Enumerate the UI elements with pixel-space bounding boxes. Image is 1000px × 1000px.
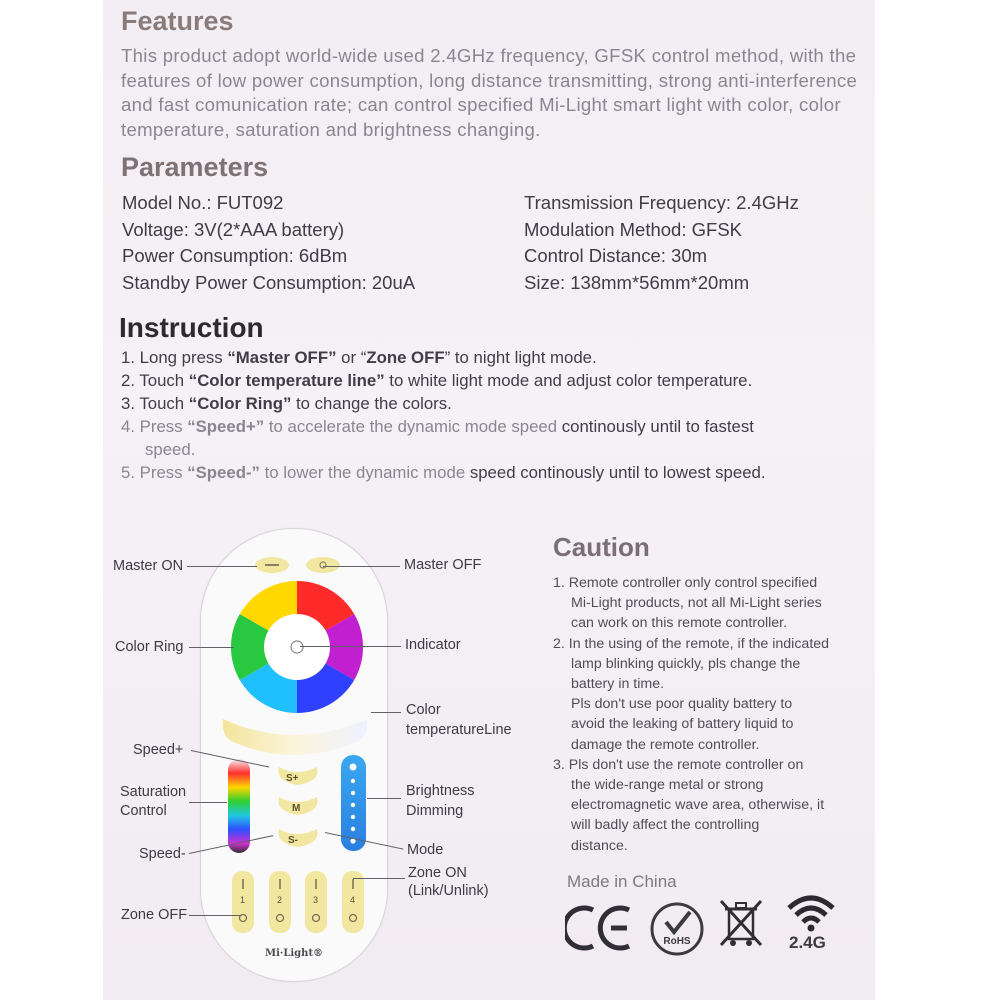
- leader-line: [187, 566, 257, 567]
- parameter-row: [122, 272, 867, 299]
- caution-line: lamp blinking quickly, pls change the: [571, 655, 801, 672]
- instruction-item: [121, 346, 866, 369]
- instruction-text: 3. Touch: [121, 394, 189, 413]
- leader-line: [371, 712, 401, 713]
- label-saturation-1: Saturation: [120, 784, 187, 800]
- leader-line: [367, 798, 401, 799]
- leader-line: [189, 915, 241, 916]
- leader-line: [189, 802, 227, 803]
- instruction-text: 5. Press: [121, 463, 188, 482]
- color-temperature-line: [223, 719, 368, 755]
- saturation-bar: [228, 759, 250, 853]
- label-color-temp-2: temperatureLine: [406, 722, 512, 738]
- master-off-button: [306, 557, 340, 573]
- caution-line: can work on this remote controller.: [571, 615, 788, 632]
- label-zone-on-1: Zone ON: [408, 865, 467, 881]
- instruction-text: to lower the dynamic mode: [259, 463, 470, 482]
- instruction-term: “Color Ring”: [188, 394, 292, 413]
- label-indicator: Indicator: [405, 637, 461, 653]
- made-in-china: Made in China: [567, 872, 677, 891]
- ce-mark-icon: [565, 902, 635, 954]
- caution-line: 1. Remote controller only control specified: [553, 575, 818, 591]
- label-color-temp-1: Color: [406, 702, 441, 718]
- label-speed-minus: Speed-: [139, 846, 186, 862]
- caution-line: will badly affect the controlling: [571, 817, 760, 834]
- instruction-item: [121, 392, 866, 415]
- param-distance: Control Distance: 30m: [524, 245, 708, 266]
- weee-bin-icon: [713, 895, 769, 951]
- instruction-heading: Instruction: [119, 312, 264, 343]
- param-frequency: Transmission Frequency: 2.4GHz: [524, 192, 799, 213]
- instruction-text: 1. Long press: [121, 348, 228, 367]
- instruction-text: to accelerate the dynamic mode speed: [264, 417, 562, 436]
- param-size: Size: 138mm*56mm*20mm: [524, 271, 750, 293]
- instruction-item: [121, 369, 866, 392]
- instruction-item: [121, 461, 866, 484]
- instruction-item: [121, 415, 866, 461]
- label-brightness-1: Brightness: [406, 783, 475, 799]
- wifi-icon: [785, 892, 837, 932]
- parameters-heading: Parameters: [121, 152, 269, 182]
- instruction-term: “Color temperature line”: [188, 371, 385, 390]
- leader-line: [300, 646, 401, 647]
- features-heading: Features: [121, 6, 234, 36]
- instruction-term: “Master OFF”: [227, 348, 337, 367]
- mode-label: M: [292, 803, 301, 814]
- instruction-text: 4. Press: [121, 417, 188, 436]
- instruction-text: or “: [336, 348, 367, 367]
- caution-line: avoid the leaking of battery liquid to: [571, 716, 794, 733]
- speed-minus-label: S-: [288, 835, 298, 846]
- parameters-table: [122, 192, 867, 298]
- parameter-row: [122, 245, 867, 272]
- caution-line: electromagnetic wave area, otherwise, it: [571, 797, 825, 814]
- speed-plus-label: S+: [286, 773, 299, 784]
- instruction-text: to white light mode and adjust color temperature.: [384, 371, 753, 390]
- speed-minus-button: [278, 829, 317, 847]
- caution-line: Pls don't use poor quality battery to: [571, 696, 793, 713]
- caution-line: the wide-range metal or strong: [571, 777, 764, 794]
- zone-1-number: 1: [240, 895, 246, 905]
- leader-line: [323, 566, 400, 567]
- param-standby: Standby Power Consumption: 20uA: [122, 271, 416, 293]
- instruction-text: 2. Touch: [121, 371, 189, 390]
- instruction-text: speed.: [145, 440, 196, 459]
- leader-line: [189, 647, 234, 648]
- caution-line: 3. Pls don't use the remote controller on: [553, 756, 804, 773]
- instruction-text: ” to night light mode.: [444, 348, 597, 367]
- label-brightness-2: Dimming: [406, 803, 464, 819]
- label-speed-plus: Speed+: [133, 742, 184, 758]
- brand-logo: Mi·Light®: [265, 948, 324, 959]
- parameter-row: [122, 219, 867, 246]
- features-text: This product adopt world-wide used 2.4GHz frequency, GFSK control method, with the features of low power consumption, long distance transmitting, strong anti-interference and fast comunication rate; can control specified Mi-Light smart light with color, color temperature, saturation and brightness changing.: [121, 45, 858, 140]
- param-voltage: Voltage: 3V(2*AAA battery): [122, 218, 345, 240]
- caution-line: 2. In the using of the remote, if the indicated: [553, 635, 830, 652]
- instruction-text: to change the colors.: [291, 394, 452, 413]
- caution-line: Mi-Light products, not all Mi-Light series: [571, 595, 822, 612]
- label-saturation-2: Control: [120, 803, 167, 819]
- rohs-text: RoHS: [663, 936, 691, 947]
- instruction-list: [121, 346, 866, 484]
- instruction-term: “Speed-”: [187, 463, 260, 482]
- param-power: Power Consumption: 6dBm: [122, 245, 348, 266]
- label-master-off: Master OFF: [404, 557, 482, 573]
- zone-4-number: 4: [350, 895, 356, 905]
- leader-line: [353, 878, 405, 879]
- zone-2-number: 2: [277, 895, 283, 905]
- zone-3-number: 3: [313, 895, 319, 905]
- package-insert: [103, 0, 875, 1000]
- rohs-mark-icon: [648, 900, 708, 960]
- parameter-row: [122, 192, 867, 219]
- label-zone-off: Zone OFF: [121, 907, 188, 923]
- caution-heading: Caution: [553, 532, 650, 562]
- instruction-text: continously until to fastest: [561, 417, 754, 436]
- label-color-ring: Color Ring: [115, 639, 184, 655]
- param-modulation: Modulation Method: GFSK: [524, 218, 742, 240]
- frequency-badge: 2.4G: [789, 933, 826, 952]
- instruction-text: speed continously until to lowest speed.: [469, 463, 766, 482]
- instruction-term: “Speed+”: [187, 417, 265, 436]
- color-ring: [231, 581, 363, 713]
- label-mode: Mode: [407, 842, 444, 858]
- remote-controller: [200, 528, 388, 982]
- remote-graphics: [201, 529, 387, 981]
- caution-list: [553, 573, 873, 856]
- caution-line: distance.: [571, 837, 628, 854]
- param-model: Model No.: FUT092: [122, 192, 284, 213]
- label-zone-on-2: (Link/Unlink): [408, 883, 489, 899]
- caution-line: battery in time.: [571, 676, 665, 693]
- label-master-on: Master ON: [113, 558, 184, 574]
- instruction-term: Zone OFF: [366, 348, 445, 367]
- caution-line: damage the remote controller.: [571, 736, 760, 753]
